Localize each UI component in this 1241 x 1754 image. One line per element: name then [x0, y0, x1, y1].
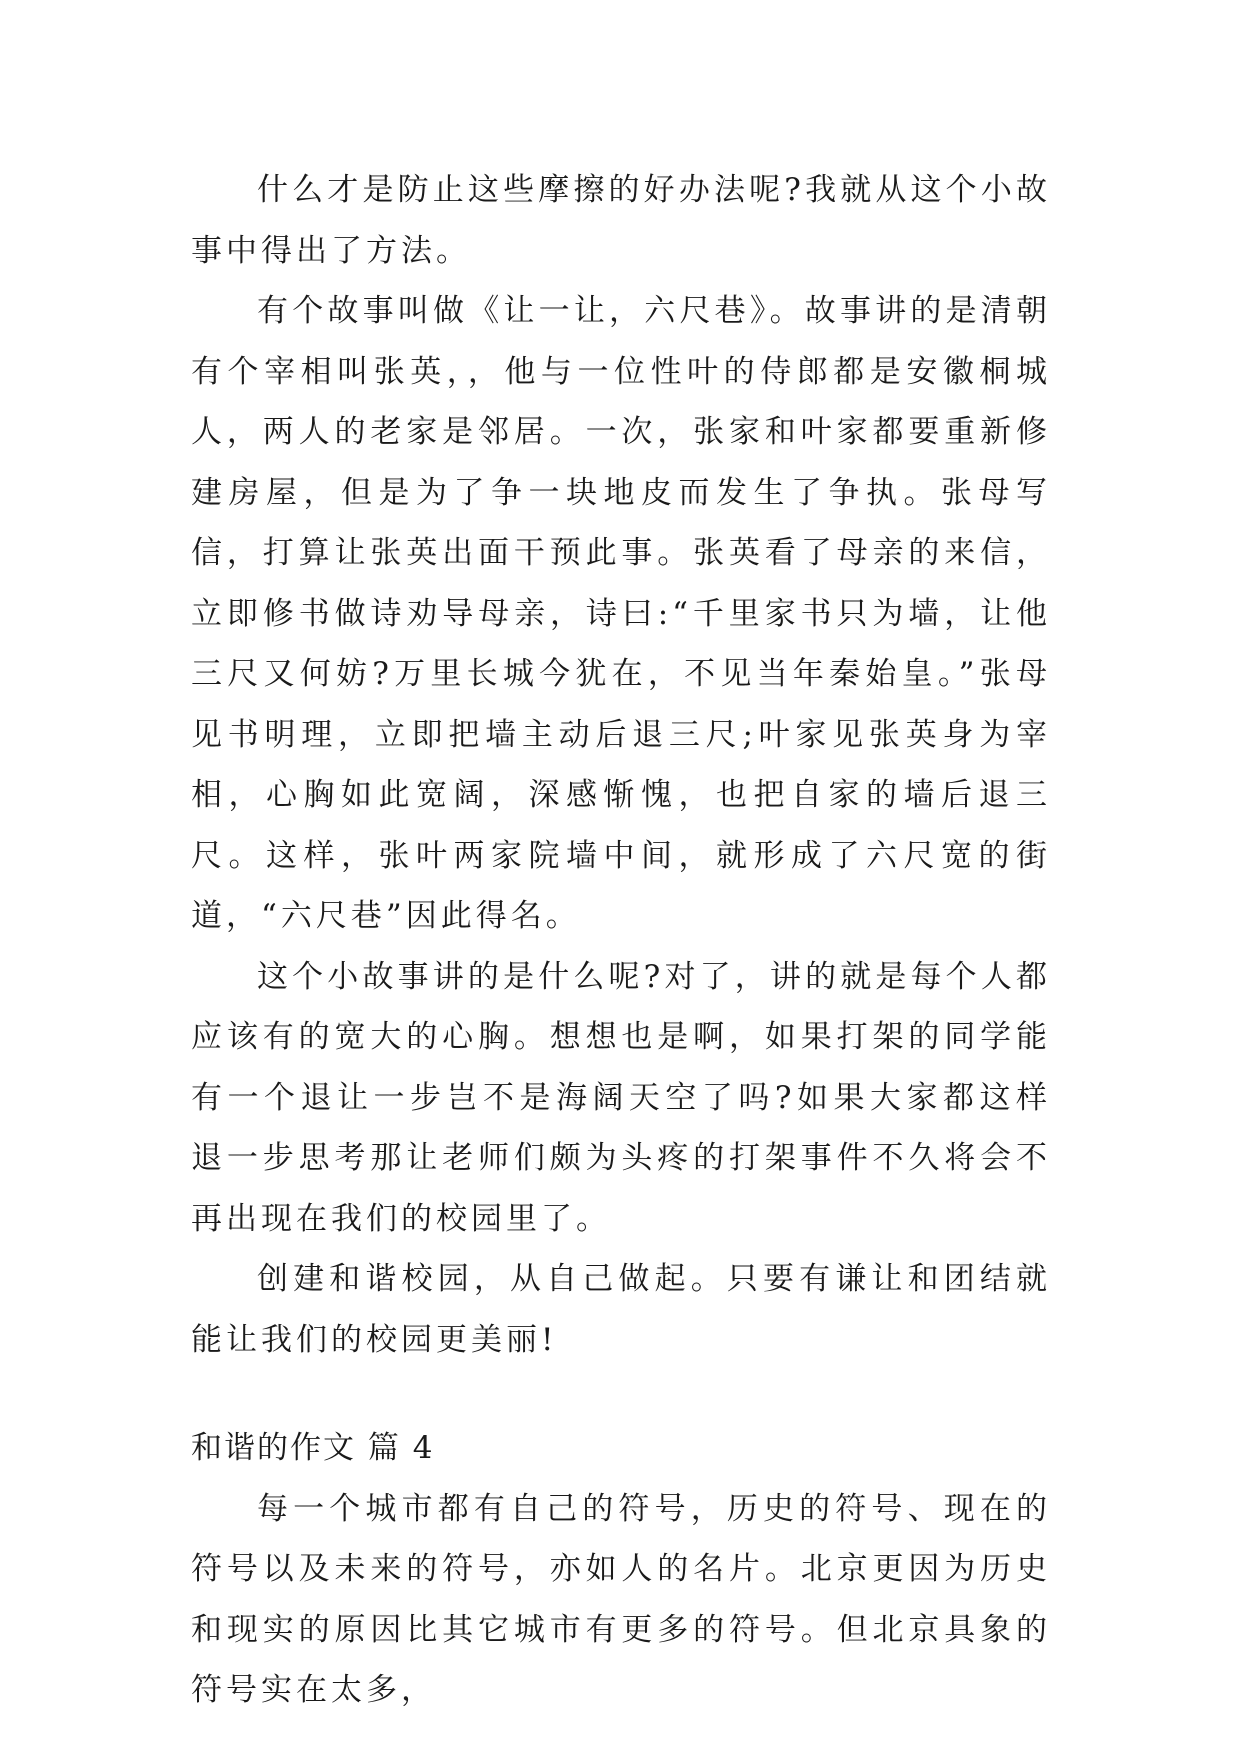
- paragraph: 有个故事叫做《让一让，六尺巷》。故事讲的是清朝有个宰相叫张英，，他与一位性叶的侍郎都是安徽桐城人，两人的老家是邻居。一次，张家和叶家都要重新修建房屋，但是为了争一块地皮而发生了争执。张母写信，打算让张英出面干预此事。张英看了母亲的来信，立即修书做诗劝导母亲，诗曰:“千里家书只为墙，让他三尺又何妨?万里长城今犹在，不见当年秦始皇。”张母见书明理，立即把墙主动后退三尺;叶家见张英身为宰相，心胸如此宽阔，深感惭愧，也把自家的墙后退三尺。这样，张叶两家院墙中间，就形成了六尺宽的街道，“六尺巷”因此得名。: [191, 293, 1051, 934]
- paragraph: 创建和谐校园，从自己做起。只要有谦让和团结就能让我们的校园更美丽!: [191, 1261, 1051, 1358]
- paragraph: 什么才是防止这些摩擦的好办法呢?我就从这个小故事中得出了方法。: [191, 172, 1051, 269]
- section-heading: 和谐的作文 篇 4: [191, 1430, 435, 1466]
- document-body: [191, 160, 1051, 1721]
- paragraph: 每一个城市都有自己的符号，历史的符号、现在的符号以及未来的符号，亦如人的名片。北京更因为历史和现实的原因比其它城市有更多的符号。但北京具象的符号实在太多，: [191, 1490, 1051, 1708]
- paragraph: 这个小故事讲的是什么呢?对了，讲的就是每个人都应该有的宽大的心胸。想想也是啊，如果打架的同学能有一个退让一步岂不是海阔天空了吗?如果大家都这样退一步思考那让老师们颇为头疼的打架事件不久将会不再出现在我们的校园里了。: [191, 958, 1051, 1237]
